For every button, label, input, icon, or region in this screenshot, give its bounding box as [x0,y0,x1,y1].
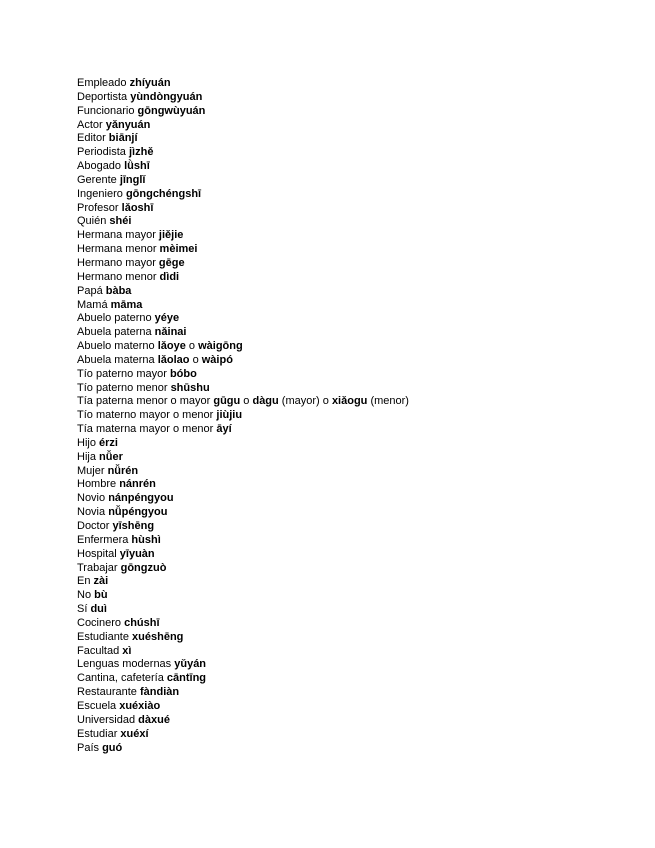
vocab-line [77,146,409,160]
spanish-text: No [77,589,95,602]
vocab-line [77,492,409,506]
pinyin-term: xuéxiào [119,699,161,712]
spanish-text: Hermana menor [77,243,160,256]
vocab-line [77,575,409,589]
spanish-text: Deportista [77,90,131,103]
pinyin-term: yéye [154,312,180,325]
spanish-text: Hermano mayor [77,256,159,269]
pinyin-term: lǎoye [157,340,186,353]
spanish-text: Mamá [77,298,111,311]
spanish-text: (menor) [367,395,409,408]
vocab-line [77,326,409,340]
vocab-line [77,202,409,216]
spanish-text: Hija [77,450,100,463]
pinyin-term: mèimei [159,243,198,256]
pinyin-term: gōngwùyuán [137,104,206,117]
spanish-text: País [77,741,103,754]
vocab-line [77,465,409,479]
spanish-text: Novio [77,492,109,505]
spanish-text: Tío paterno mayor [77,367,170,380]
vocab-line [77,686,409,700]
spanish-text: Hombre [77,478,120,491]
pinyin-term: bù [94,589,108,602]
vocab-line [77,285,409,299]
vocab-line [77,631,409,645]
vocab-line [77,243,409,257]
vocab-line [77,742,409,756]
spanish-text: Tío materno mayor o menor [77,409,217,422]
vocab-line [77,395,409,409]
pinyin-term: chúshī [124,616,160,629]
vocab-line [77,409,409,423]
spanish-text: Lenguas modernas [77,658,175,671]
vocab-line [77,534,409,548]
pinyin-term: bóbo [169,367,197,380]
vocab-line [77,215,409,229]
spanish-text: o [240,395,253,408]
pinyin-term: yīyuàn [119,547,155,560]
pinyin-term: gōngchéngshī [125,187,202,200]
spanish-text: Cantina, cafetería [77,672,167,685]
spanish-text: o [185,340,199,353]
spanish-text: En [77,575,94,588]
spanish-text: Ingeniero [77,187,126,200]
vocab-line [77,589,409,603]
vocab-line [77,548,409,562]
pinyin-term: cāntīng [166,672,207,685]
spanish-text: Universidad [77,713,139,726]
pinyin-term: yùndòngyuán [130,90,203,103]
vocab-line [77,506,409,520]
pinyin-term: yǔyán [174,658,207,671]
pinyin-term: nǚrén [107,464,139,477]
spanish-text: Facultad [77,644,123,657]
spanish-text: Mujer [77,464,108,477]
pinyin-term: lǎolao [157,353,190,366]
pinyin-term: dàxué [138,713,170,726]
vocab-line [77,617,409,631]
pinyin-term: lǜshī [124,160,150,173]
vocab-line [77,91,409,105]
pinyin-term: wàipó [201,353,233,366]
vocab-line [77,520,409,534]
vocab-line [77,174,409,188]
spanish-text: Hermano menor [77,270,160,283]
spanish-text: Periodista [77,146,129,159]
spanish-text: Restaurante [77,686,140,699]
spanish-text: Novia [77,506,109,519]
pinyin-term: zhíyuán [129,77,171,89]
vocab-line [77,354,409,368]
pinyin-term: lǎoshī [121,201,154,214]
pinyin-term: guó [102,741,123,754]
vocabulary-list [77,77,409,755]
spanish-text: Sí [77,603,91,616]
vocab-line [77,603,409,617]
pinyin-term: nǚpéngyou [108,506,168,519]
spanish-text: Gerente [77,173,120,186]
vocab-line [77,340,409,354]
spanish-text: Hospital [77,547,120,560]
pinyin-term: shūshu [170,381,210,394]
pinyin-term: shéi [109,215,132,228]
pinyin-term: jiùjiu [216,409,243,422]
spanish-text: Escuela [77,699,120,712]
pinyin-term: māma [110,298,143,311]
vocab-line [77,562,409,576]
spanish-text: Hijo [77,436,100,449]
vocab-line [77,658,409,672]
pinyin-term: jìzhě [128,146,154,159]
pinyin-term: biānjí [108,132,138,145]
spanish-text: Tío paterno menor [77,381,171,394]
pinyin-term: xiǎogu [331,395,368,408]
vocab-line [77,77,409,91]
vocab-line [77,714,409,728]
spanish-text: (mayor) o [278,395,332,408]
pinyin-term: jiějie [158,229,184,242]
vocab-line [77,368,409,382]
vocab-line [77,700,409,714]
spanish-text: Abogado [77,160,125,173]
pinyin-term: nánpéngyou [108,492,174,505]
spanish-text: Profesor [77,201,122,214]
pinyin-term: jīnglǐ [119,173,146,186]
spanish-text: Quién [77,215,110,228]
spanish-text: Abuela paterna [77,326,155,339]
pinyin-term: āyí [216,423,232,436]
vocab-line [77,271,409,285]
vocab-line [77,451,409,465]
spanish-text: Editor [77,132,109,145]
pinyin-term: bàba [105,284,132,297]
pinyin-term: duì [90,603,107,616]
pinyin-term: gēge [158,256,185,269]
spanish-text: Doctor [77,520,113,532]
spanish-text: Estudiar [77,727,121,740]
vocab-line [77,257,409,271]
spanish-text: Actor [77,118,106,131]
vocab-line [77,312,409,326]
spanish-text: Hermana mayor [77,229,159,242]
spanish-text: Cocinero [77,616,125,629]
pinyin-term: dàgu [252,395,279,408]
pinyin-term: érzi [99,436,118,449]
vocab-line [77,160,409,174]
vocab-line [77,728,409,742]
spanish-text: Tía paterna menor o mayor [77,395,214,408]
spanish-text: Abuelo materno [77,340,158,353]
spanish-text: Papá [77,284,106,297]
pinyin-term: xuéxí [120,727,149,740]
pinyin-term: gūgu [213,395,241,408]
pinyin-term: fàndiàn [139,686,180,699]
vocab-line [77,229,409,243]
vocab-line [77,132,409,146]
pinyin-term: yǎnyuán [105,118,151,131]
spanish-text: Estudiante [77,630,133,643]
pinyin-term: nánrén [119,478,156,491]
vocab-line [77,645,409,659]
pinyin-term: nǎinai [154,326,187,339]
vocab-line [77,437,409,451]
pinyin-term: xì [122,644,132,657]
pinyin-term: xuéshēng [132,630,184,643]
vocab-line [77,478,409,492]
spanish-text: Trabajar [77,561,121,574]
vocab-line [77,672,409,686]
vocab-line [77,299,409,313]
spanish-text: Enfermera [77,533,132,546]
pinyin-term: zài [93,575,109,588]
spanish-text: o [189,353,202,366]
vocab-line [77,382,409,396]
vocab-line [77,119,409,133]
pinyin-term: hùshì [131,533,161,546]
spanish-text: Abuelo paterno [77,312,155,325]
pinyin-term: wàigōng [198,340,243,353]
pinyin-term: gōngzuò [120,561,167,574]
vocab-line [77,105,409,119]
pinyin-term: nǚer [99,450,123,463]
spanish-text: Tía materna mayor o menor [77,423,217,436]
vocab-line [77,423,409,437]
vocab-line [77,188,409,202]
spanish-text: Abuela materna [77,353,158,366]
spanish-text: Funcionario [77,104,138,117]
pinyin-term: dìdi [159,270,180,283]
pinyin-term: yīshēng [112,520,155,532]
spanish-text: Empleado [77,77,130,89]
